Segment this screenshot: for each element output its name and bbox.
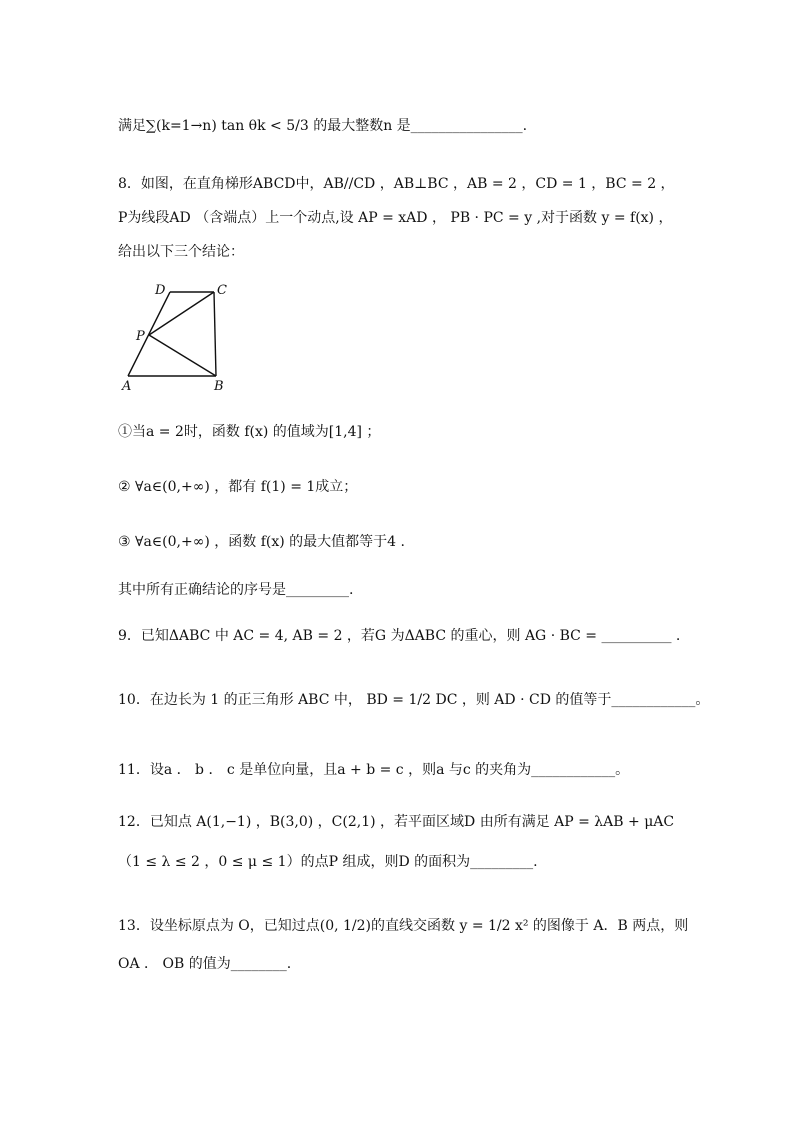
problem-12-line-2: （1 ≤ λ ≤ 2 ，0 ≤ μ ≤ 1）的点P 组成，则D 的面积为_________. [118,854,538,870]
trapezoid-figure [118,280,248,395]
side-bc [214,292,216,376]
side-da [128,292,170,376]
conclusion-1: ①当a = 2时，函数 f(x) 的值域为[1,4] ； [118,424,381,440]
label-b: B [214,379,224,394]
problem-8-question: 其中所有正确结论的序号是_________. [118,582,354,598]
label-a: A [122,379,132,394]
problem-11: 11．设a ． b ． c 是单位向量，且a + b = c ，则a 与c 的夹角为____________。 [118,762,630,778]
problem-13-line-1: 13．设坐标原点为 O，已知过点(0, 1/2)的直线交函数 y = 1/2 x² 的图像于 A．B 两点，则 [118,918,689,934]
problem-8-line-3: 给出以下三个结论： [118,244,244,260]
segment-pb [149,335,216,376]
problem-13-line-2: OA ． OB 的值为________. [118,956,292,972]
label-p: P [136,329,145,344]
problem-9: 9．已知ΔABC 中 AC = 4, AB = 2 ，若G 为ΔABC 的重心，则 AG · BC = __________ . [118,628,681,644]
problem-10: 10．在边长为 1 的正三角形 ABC 中， BD = 1/2 DC ，则 AD · CD 的值等于____________。 [118,692,710,708]
conclusion-3: ③ ∀a∈(0,+∞) ，函数 f(x) 的最大值都等于4 . [118,534,405,550]
label-d: D [155,283,166,298]
conclusion-2: ② ∀a∈(0,+∞) ，都有 f(1) = 1成立； [118,479,358,495]
problem-8-line-2: P为线段AD （含端点）上一个动点,设 AP = xAD ， PB · PC = y ,对于函数 y = f(x) ， [118,210,673,226]
label-c: C [217,283,227,298]
problem-12-line-1: 12．已知点 A(1,−1) ，B(3,0) ，C(2,1) ，若平面区域D 由所有满足 AP = λAB + μAC [118,814,675,830]
problem-8-line-1: 8．如图，在直角梯形ABCD中，AB//CD ，AB⊥BC ，AB = 2 ，CD = 1 ，BC = 2 ， [118,176,675,192]
line-1: 满足∑(k=1→n) tan θk < 5/3 的最大整数n 是________________. [118,118,528,134]
